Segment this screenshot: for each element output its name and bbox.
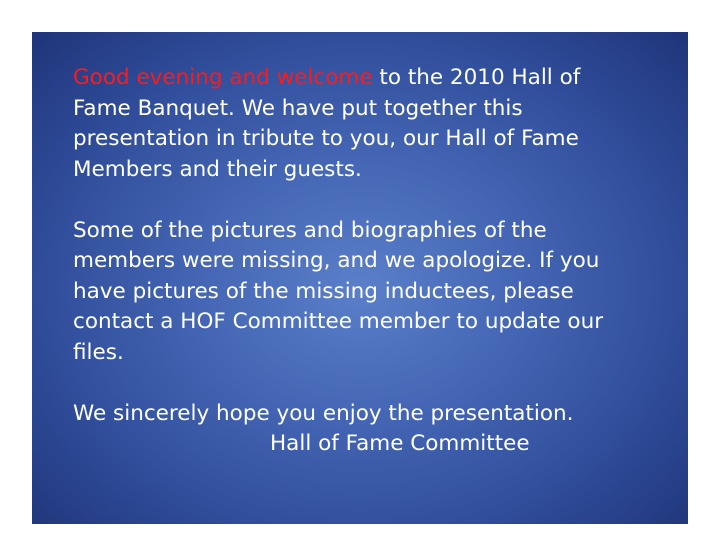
paragraph-spacer (73, 185, 673, 216)
presentation-slide (32, 32, 688, 524)
closing-paragraph (73, 399, 673, 460)
slide-text-body (73, 63, 673, 460)
intro-line-3: presentation in tribute to you, our Hall of Fame (73, 126, 579, 151)
intro-line-1 (73, 63, 673, 94)
intro-line-4: Members and their guests. (73, 156, 362, 182)
greeting-text: Good evening and welcome (73, 65, 373, 90)
apology-line-2: members were missing, and we apologize. If you (73, 248, 600, 273)
apology-line-3: have pictures of the missing inductees, please (73, 278, 574, 304)
signature-line: Hall of Fame Committee (270, 431, 530, 456)
paragraph-spacer (73, 368, 673, 399)
intro-line-1-rest: to the 2010 Hall of (372, 65, 581, 90)
apology-line-4: contact a HOF Committee member to update our (73, 309, 604, 334)
apology-paragraph (73, 216, 673, 369)
closing-line: We sincerely hope you enjoy the presentation. (73, 400, 574, 426)
intro-paragraph (73, 63, 673, 185)
apology-line-5: files. (73, 339, 124, 365)
intro-line-2: Fame Banquet. We have put together this (73, 95, 523, 121)
apology-line-1: Some of the pictures and biographies of the (73, 217, 547, 243)
